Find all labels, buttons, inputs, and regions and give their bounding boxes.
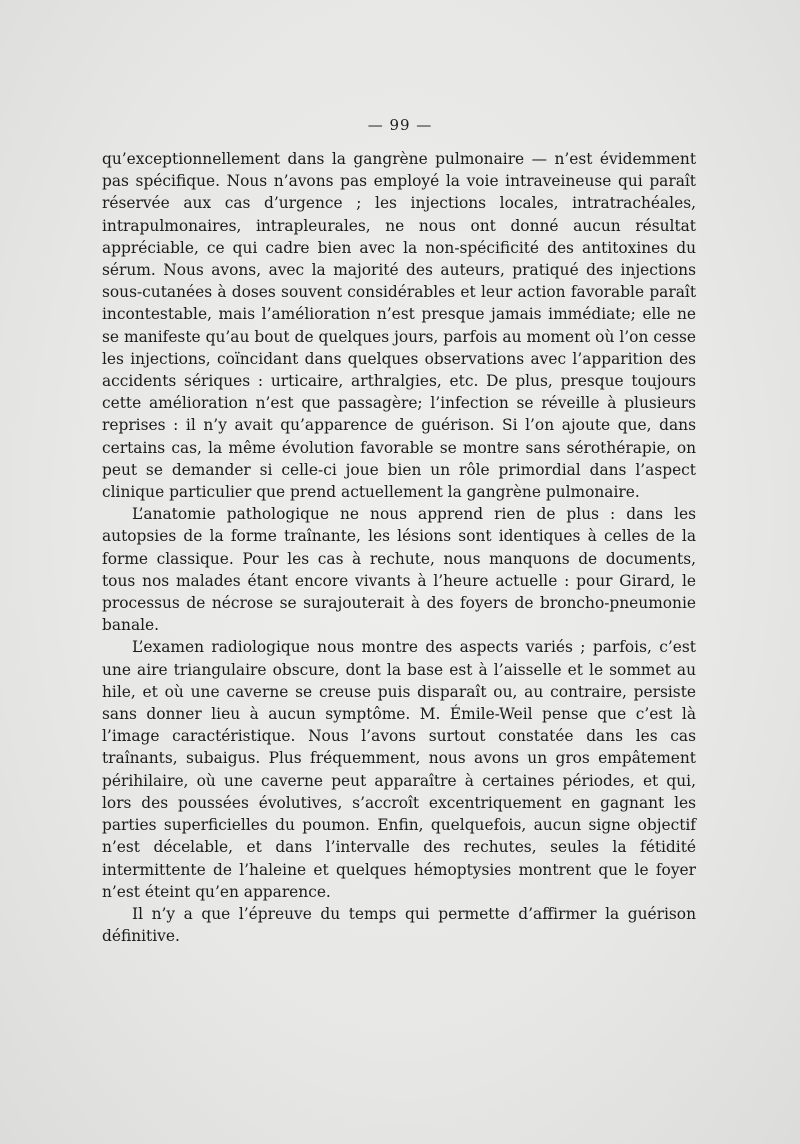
paragraph-3: L’examen radiologique nous montre des aspects variés ; parfois, c’est une aire triangulaire obscure, dont la base est à l’aisselle et le sommet au hile, et où une caverne se creuse puis disparaît ou, au contraire, persiste sans donner lieu à aucun symptôme. M. Émile-Weil pense que c’est là l’image caractéristique. Nous l’avons surtout constatée dans les cas traînants, subaigus. Plus fréquemment, nous avons un gros empâtement périhilaire, où une caverne peut apparaître à certaines périodes, et qui, lors des poussées évolutives, s’accroît excentriquement en gagnant les parties superficielles du poumon. Enfin, quelquefois, aucun signe objectif n’est décelable, et dans l’intervalle des rechutes, seules la fétidité intermittente de l’haleine et quelques hémoptysies montrent que le foyer n’est éteint qu’en apparence.	[102, 638, 696, 901]
body-text	[102, 148, 696, 947]
paragraph-2: L’anatomie pathologique ne nous apprend rien de plus : dans les autopsies de la forme traînante, les lésions sont identiques à celles de la forme classique. Pour les cas à rechute, nous manquons de documents, tous nos malades étant encore vivants à l’heure actuelle : pour Girard, le processus de nécrose se surajouterait à des foyers de broncho-pneumonie banale.	[102, 505, 696, 635]
paragraph-4: Il n’y a que l’épreuve du temps qui permette d’affirmer la guérison définitive.	[102, 904, 696, 946]
paragraph-1: qu’exceptionnellement dans la gangrène pulmonaire — n’est évidemment pas spécifique. Nous n’avons pas employé la voie intraveineuse qui paraît réservée aux cas d’urgence ; les injections locales, intratrachéales, intrapulmonaires, intrapleurales, ne nous ont donné aucun résultat appréciable, ce qui cadre bien avec la non-spécificité des antitoxines du sérum. Nous avons, avec la majorité des auteurs, pratiqué des injections sous-cutanées à doses souvent considérables et leur action favorable paraît incontestable, mais l’amélioration n’est presque jamais immédiate; elle ne se manifeste qu’au bout de quelques jours, parfois au moment où l’on cesse les injections, coïncidant dans quelques observations avec l’apparition des accidents sériques : urticaire, arthralgies, etc. De plus, presque toujours cette amélioration n’est que passagère; l’infection se réveille à plusieurs reprises : il n’y avait qu’apparence de guérison. Si l’on ajoute que, dans certains cas, la même évolution favorable se montre sans sérothérapie, on peut se demander si celle-ci joue bien un rôle primordial dans l’aspect clinique particulier que prend actuellement la gangrène pulmonaire.	[102, 150, 696, 502]
page-number: — 99 —	[367, 116, 433, 134]
